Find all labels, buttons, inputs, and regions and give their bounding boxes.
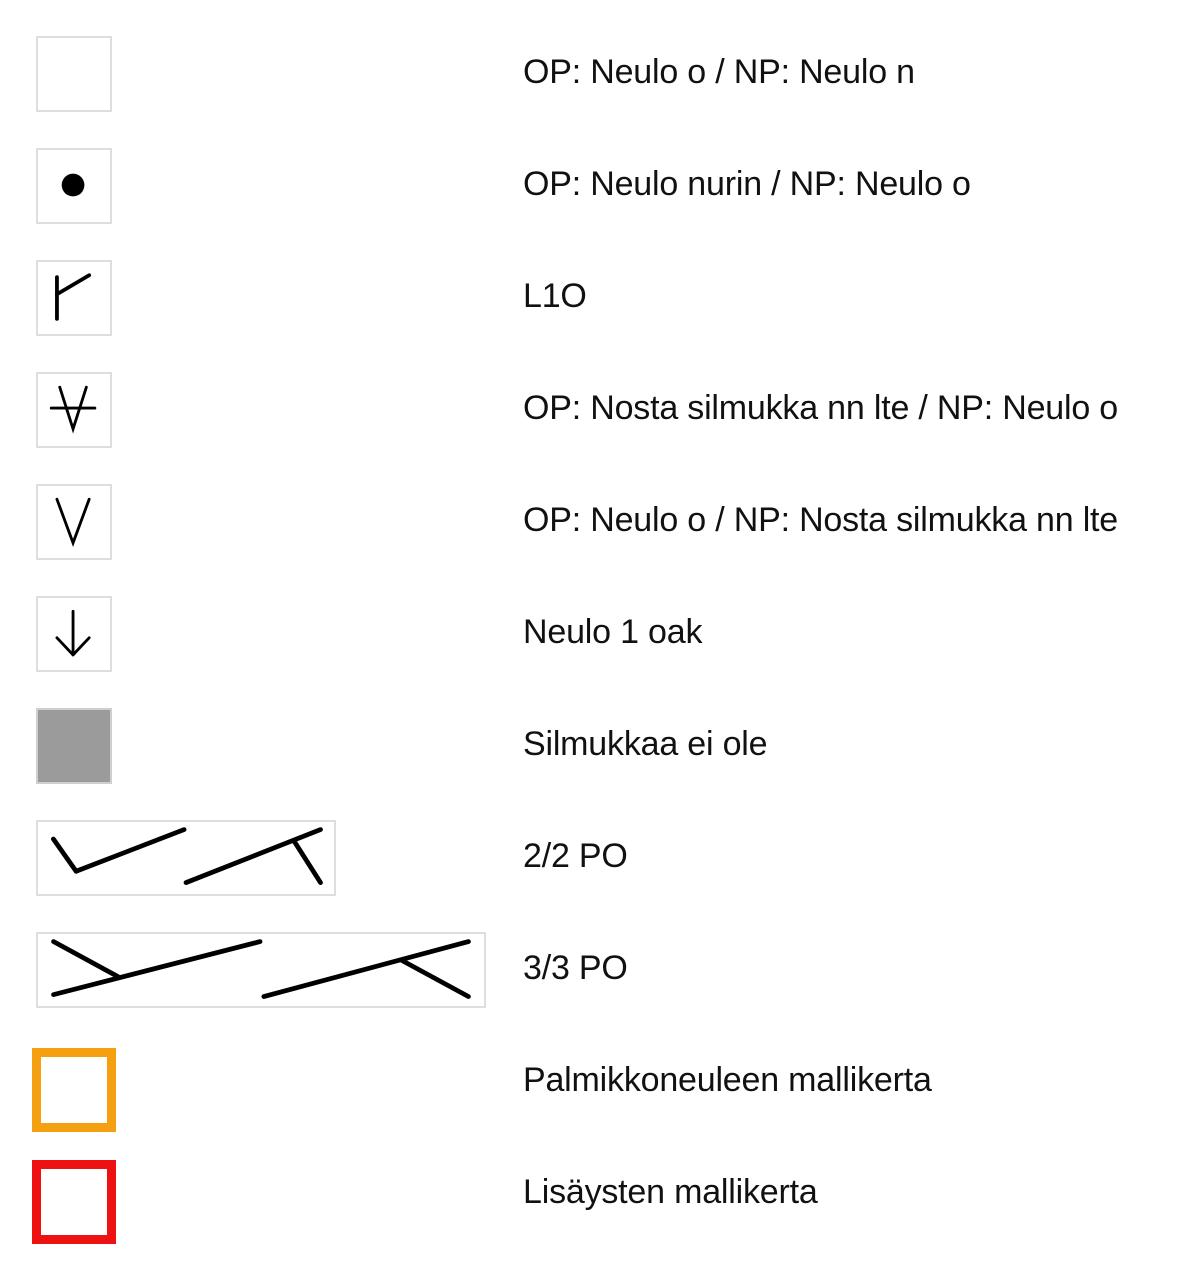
knit-purl-icon [36, 36, 112, 112]
down-arrow-icon [36, 596, 112, 672]
legend-row [0, 336, 1200, 448]
legend-row [0, 224, 1200, 336]
no-stitch-icon [36, 708, 112, 784]
legend-row [0, 896, 1200, 1008]
legend-row [0, 448, 1200, 560]
legend-row [0, 560, 1200, 672]
legend-row [0, 0, 1200, 112]
legend-row [0, 1008, 1200, 1120]
legend-row [0, 112, 1200, 224]
slip-rs-icon [36, 484, 112, 560]
legend-label: OP: Neulo o / NP: Nosta silmukka nn lte [523, 501, 1119, 539]
legend-row [0, 784, 1200, 896]
legend-label: L1O [523, 277, 587, 315]
legend-label: OP: Neulo o / NP: Neulo n [523, 53, 915, 91]
legend-label: Silmukkaa ei ole [523, 725, 768, 763]
legend-label: Palmikkoneuleen mallikerta [523, 1061, 932, 1099]
red-frame-icon [32, 1160, 116, 1244]
legend-label: 2/2 PO [523, 837, 628, 875]
legend-row [0, 1120, 1200, 1232]
cable-2-2-icon [36, 820, 336, 896]
cable-3-3-icon [36, 932, 486, 1008]
legend-label: 3/3 PO [523, 949, 628, 987]
legend-label: Neulo 1 oak [523, 613, 703, 651]
legend-label: OP: Neulo nurin / NP: Neulo o [523, 165, 971, 203]
slip-ws-icon [36, 372, 112, 448]
dot-icon [36, 148, 112, 224]
legend-label: OP: Nosta silmukka nn lte / NP: Neulo o [523, 389, 1119, 427]
legend-row [0, 672, 1200, 784]
legend-label: Lisäysten mallikerta [523, 1173, 818, 1211]
yarn-over-icon [36, 260, 112, 336]
